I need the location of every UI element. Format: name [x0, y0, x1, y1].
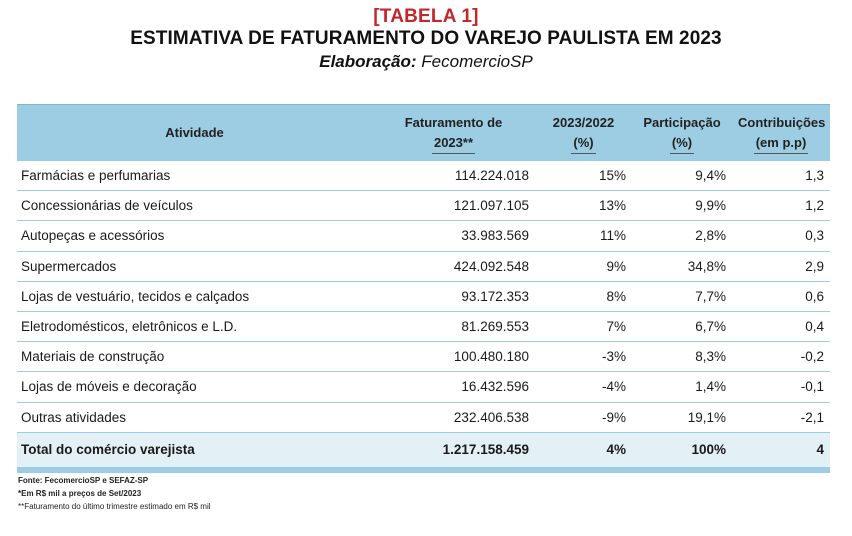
subtitle-label: Elaboração: — [319, 52, 417, 71]
cell-growth: 11% — [535, 221, 632, 251]
table-row — [17, 281, 830, 311]
column-header-contribution: Contribuições (em p.p) — [732, 105, 830, 162]
cell-revenue: 424.092.548 — [372, 251, 535, 281]
cell-activity: Concessionárias de veículos — [17, 191, 372, 221]
table-header — [0, 6, 852, 73]
cell-revenue: 93.172.353 — [372, 281, 535, 311]
cell-share: 6,7% — [632, 311, 732, 341]
cell-contrib: 4 — [732, 432, 830, 470]
table-row — [17, 251, 830, 281]
cell-activity: Lojas de móveis e decoração — [17, 372, 372, 402]
cell-activity: Outras atividades — [17, 402, 372, 432]
cell-activity: Supermercados — [17, 251, 372, 281]
cell-contrib: 1,2 — [732, 191, 830, 221]
cell-activity: Autopeças e acessórios — [17, 221, 372, 251]
table-notes — [18, 474, 211, 513]
revenue-table — [17, 104, 830, 473]
page-title: ESTIMATIVA DE FATURAMENTO DO VAREJO PAULISTA EM 2023 — [130, 28, 722, 49]
table-row — [17, 221, 830, 251]
cell-contrib: 0,4 — [732, 311, 830, 341]
table-row — [17, 402, 830, 432]
table-tag: [TABELA 1] — [373, 6, 479, 27]
cell-revenue: 232.406.538 — [372, 402, 535, 432]
cell-contrib: -0,2 — [732, 342, 830, 372]
table-row — [17, 191, 830, 221]
cell-share: 9,9% — [632, 191, 732, 221]
cell-revenue: 33.983.569 — [372, 221, 535, 251]
table-row — [17, 311, 830, 341]
column-header-growth: 2023/2022 (%) — [535, 105, 632, 162]
cell-share: 2,8% — [632, 221, 732, 251]
cell-share: 100% — [632, 432, 732, 470]
unit-note: *Em R$ mil a preços de Set/2023 — [18, 489, 142, 498]
cell-growth: 13% — [535, 191, 632, 221]
column-header-revenue: Faturamento de 2023** — [372, 105, 535, 162]
cell-growth: 4% — [535, 432, 632, 470]
table-header-row — [17, 105, 830, 162]
cell-growth: -9% — [535, 402, 632, 432]
cell-growth: 8% — [535, 281, 632, 311]
cell-share: 1,4% — [632, 372, 732, 402]
cell-share: 19,1% — [632, 402, 732, 432]
cell-share: 7,7% — [632, 281, 732, 311]
source-note: Fonte: FecomercioSP e SEFAZ-SP — [18, 476, 149, 485]
cell-growth: 7% — [535, 311, 632, 341]
cell-contrib: 2,9 — [732, 251, 830, 281]
cell-activity: Farmácias e perfumarias — [17, 161, 372, 191]
cell-activity: Lojas de vestuário, tecidos e calçados — [17, 281, 372, 311]
cell-growth: 15% — [535, 161, 632, 191]
cell-activity: Materiais de construção — [17, 342, 372, 372]
cell-activity: Total do comércio varejista — [17, 432, 372, 470]
revenue-table-container — [17, 104, 830, 473]
cell-share: 34,8% — [632, 251, 732, 281]
table-row — [17, 372, 830, 402]
cell-growth: 9% — [535, 251, 632, 281]
cell-contrib: 0,6 — [732, 281, 830, 311]
cell-revenue: 81.269.553 — [372, 311, 535, 341]
footnote: **Faturamento do último trimestre estimado em R$ mil — [18, 502, 211, 511]
column-header-activity: Atividade — [17, 105, 372, 162]
cell-contrib: 1,3 — [732, 161, 830, 191]
total-row — [17, 432, 830, 470]
cell-share: 9,4% — [632, 161, 732, 191]
cell-contrib: 0,3 — [732, 221, 830, 251]
table-row — [17, 161, 830, 191]
cell-activity: Eletrodomésticos, eletrônicos e L.D. — [17, 311, 372, 341]
cell-revenue: 100.480.180 — [372, 342, 535, 372]
cell-revenue: 114.224.018 — [372, 161, 535, 191]
cell-share: 8,3% — [632, 342, 732, 372]
column-header-share: Participação (%) — [632, 105, 732, 162]
cell-growth: -3% — [535, 342, 632, 372]
cell-revenue: 16.432.596 — [372, 372, 535, 402]
subtitle-value: FecomercioSP — [421, 52, 533, 71]
subtitle — [0, 51, 852, 73]
cell-revenue: 1.217.158.459 — [372, 432, 535, 470]
table-row — [17, 342, 830, 372]
cell-revenue: 121.097.105 — [372, 191, 535, 221]
cell-contrib: -2,1 — [732, 402, 830, 432]
cell-growth: -4% — [535, 372, 632, 402]
cell-contrib: -0,1 — [732, 372, 830, 402]
